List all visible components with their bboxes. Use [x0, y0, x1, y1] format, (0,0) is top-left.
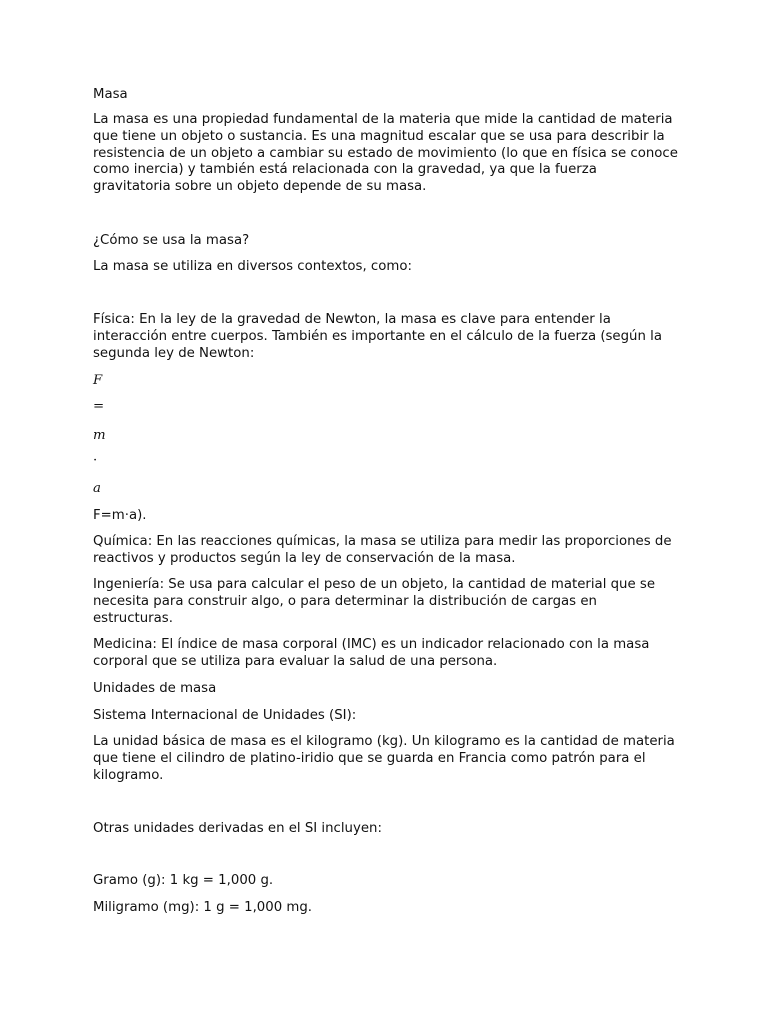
physics-paragraph: Física: En la ley de la gravedad de Newton, la masa es clave para entender la interacción entre cuerpos. También es importante en el cálculo de la fuerza (según la segunda ley de Newton: — [93, 312, 662, 361]
si-heading: Sistema Internacional de Unidades (SI): — [93, 708, 357, 723]
milligram-line: Miligramo (mg): 1 g = 1,000 mg. — [93, 900, 313, 915]
uses-intro-paragraph: La masa se utiliza en diversos contextos, como: — [93, 259, 412, 274]
document-title: Masa — [93, 87, 128, 102]
formula-a: a — [93, 481, 101, 496]
formula-inline: F=m·a). — [93, 508, 147, 523]
chemistry-paragraph: Química: En las reacciones químicas, la masa se utiliza para medir las proporciones de reactivos y productos según la ley de conservación de la masa. — [93, 534, 672, 566]
gram-line: Gramo (g): 1 kg = 1,000 g. — [93, 873, 274, 888]
si-paragraph: La unidad básica de masa es el kilogramo (kg). Un kilogramo es la cantidad de materia que tiene el cilindro de platino-iridio que se guarda en Francia como patrón para el kilogramo. — [93, 734, 675, 783]
engineering-paragraph: Ingeniería: Se usa para calcular el peso de un objeto, la cantidad de material que se necesita para construir algo, o para determinar la distribución de cargas en estructuras. — [93, 577, 655, 626]
units-heading: Unidades de masa — [93, 681, 217, 696]
question-heading: ¿Cómo se usa la masa? — [93, 233, 250, 248]
formula-equals: = — [93, 399, 105, 414]
derived-units-intro: Otras unidades derivadas en el SI incluyen: — [93, 821, 382, 836]
intro-paragraph: La masa es una propiedad fundamental de la materia que mide la cantidad de materia que tiene un objeto o sustancia. Es una magnitud escalar que se usa para describir la resistencia de un objeto a cambiar su estado de movimiento (lo que en física se conoce como inercia) y también está relacionada con la gravedad, ya que la fuerza gravitatoria sobre un objeto depende de su masa. — [93, 112, 678, 195]
formula-m: m — [93, 428, 106, 443]
formula-dot: · — [93, 453, 98, 468]
medicine-paragraph: Medicina: El índice de masa corporal (IMC) es un indicador relacionado con la masa corporal que se utiliza para evaluar la salud de una persona. — [93, 637, 650, 669]
formula-f: F — [93, 373, 103, 388]
